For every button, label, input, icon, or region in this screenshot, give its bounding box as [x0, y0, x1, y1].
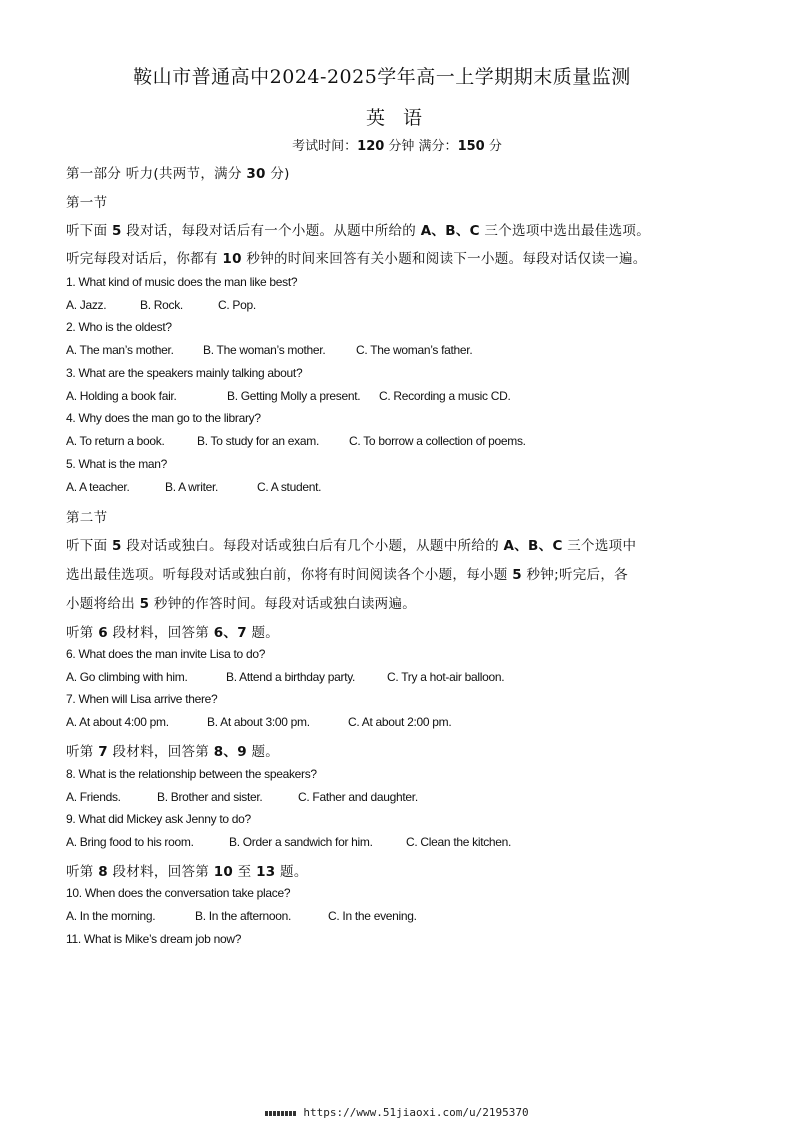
question-9: 9. What did Mickey ask Jenny to do?	[66, 812, 251, 826]
section2-instruction-line1: 听下面 5 段对话或独白。每段对话或独白后有几个小题，从题中所给的 A、B、C 三个选项中	[66, 538, 637, 554]
option-b: B. Brother and sister.	[157, 790, 263, 804]
option-b: B. Rock.	[140, 298, 183, 312]
footer-url[interactable]: https://www.51jiaoxi.com/u/2195370	[303, 1106, 529, 1119]
option-c: C. Pop.	[218, 298, 256, 312]
option-b: B. In the afternoon.	[195, 909, 292, 923]
exam-title: 鞍山市普通高中2024-2025学年高一上学期期末质量监测	[133, 66, 631, 88]
option-b: B. Order a sandwich for him.	[229, 835, 373, 849]
subject-title: 英 语	[365, 107, 429, 129]
option-a: A. In the morning.	[66, 909, 156, 923]
option-a: A. Holding a book fair.	[66, 389, 177, 403]
option-c: C. The woman’s father.	[356, 343, 473, 357]
option-a: A. At about 4:00 pm.	[66, 715, 169, 729]
exam-info: 考试时间：120 分钟 满分：150 分	[292, 139, 502, 154]
question-7: 7. When will Lisa arrive there?	[66, 692, 218, 706]
option-c: C. A student.	[257, 480, 322, 494]
option-c: C. Father and daughter.	[298, 790, 418, 804]
question-1-options	[66, 298, 256, 312]
question-11: 11. What is Mike’s dream job now?	[66, 932, 242, 946]
question-8: 8. What is the relationship between the speakers?	[66, 767, 317, 781]
question-4-options	[66, 434, 526, 448]
question-6: 6. What does the man invite Lisa to do?	[66, 647, 266, 661]
section1-title: 第一节	[66, 195, 108, 211]
option-a: A. Jazz.	[66, 298, 107, 312]
question-1: 1. What kind of music does the man like best?	[66, 275, 298, 289]
option-b: B. At about 3:00 pm.	[207, 715, 310, 729]
option-b: B. To study for an exam.	[197, 434, 319, 448]
question-3-options	[66, 389, 511, 403]
option-a: A. A teacher.	[66, 480, 130, 494]
material-7-heading: 听第 7 段材料，回答第 8、9 题。	[66, 744, 280, 760]
section1-instruction-line2: 听完每段对话后，你都有 10 秒钟的时间来回答有关小题和阅读下一小题。每段对话仅读一遍。	[66, 251, 647, 267]
option-c: C. To borrow a collection of poems.	[349, 434, 526, 448]
option-c: C. In the evening.	[328, 909, 417, 923]
question-2-options	[66, 343, 472, 357]
section2-instruction-line3: 小题将给出 5 秒钟的作答时间。每段对话或独白读两遍。	[66, 596, 417, 612]
option-c: C. At about 2:00 pm.	[348, 715, 452, 729]
question-10: 10. When does the conversation take place?	[66, 886, 291, 900]
section2-instruction-line2: 选出最佳选项。听每段对话或独白前，你将有时间阅读各个小题，每小题 5 秒钟;听完后，各	[66, 567, 628, 583]
question-9-options	[66, 835, 511, 849]
watermark-icon	[265, 1111, 297, 1116]
section2-title: 第二节	[66, 510, 108, 526]
question-10-options	[66, 909, 417, 923]
option-c: C. Clean the kitchen.	[406, 835, 512, 849]
question-5: 5. What is the man?	[66, 457, 168, 471]
option-b: B. Attend a birthday party.	[226, 670, 356, 684]
question-8-options	[66, 790, 418, 804]
page-footer	[0, 1106, 794, 1119]
part1-heading: 第一部分 听力(共两节，满分 30 分)	[66, 166, 290, 182]
question-6-options	[66, 670, 504, 684]
section1-instruction-line1: 听下面 5 段对话，每段对话后有一个小题。从题中所给的 A、B、C 三个选项中选出最佳选项。	[66, 223, 651, 239]
question-7-options	[66, 715, 451, 729]
option-a: A. The man’s mother.	[66, 343, 174, 357]
option-b: B. Getting Molly a present.	[227, 389, 361, 403]
option-a: A. Bring food to his room.	[66, 835, 194, 849]
option-b: B. The woman’s mother.	[203, 343, 326, 357]
option-c: C. Try a hot-air balloon.	[387, 670, 505, 684]
question-3: 3. What are the speakers mainly talking about?	[66, 366, 303, 380]
option-a: A. To return a book.	[66, 434, 165, 448]
question-4: 4. Why does the man go to the library?	[66, 411, 261, 425]
option-b: B. A writer.	[165, 480, 219, 494]
question-5-options	[66, 480, 321, 494]
option-c: C. Recording a music CD.	[379, 389, 511, 403]
material-8-heading: 听第 8 段材料，回答第 10 至 13 题。	[66, 864, 308, 880]
material-6-heading: 听第 6 段材料，回答第 6、7 题。	[66, 625, 280, 641]
question-2: 2. Who is the oldest?	[66, 320, 172, 334]
option-a: A. Go climbing with him.	[66, 670, 188, 684]
option-a: A. Friends.	[66, 790, 121, 804]
